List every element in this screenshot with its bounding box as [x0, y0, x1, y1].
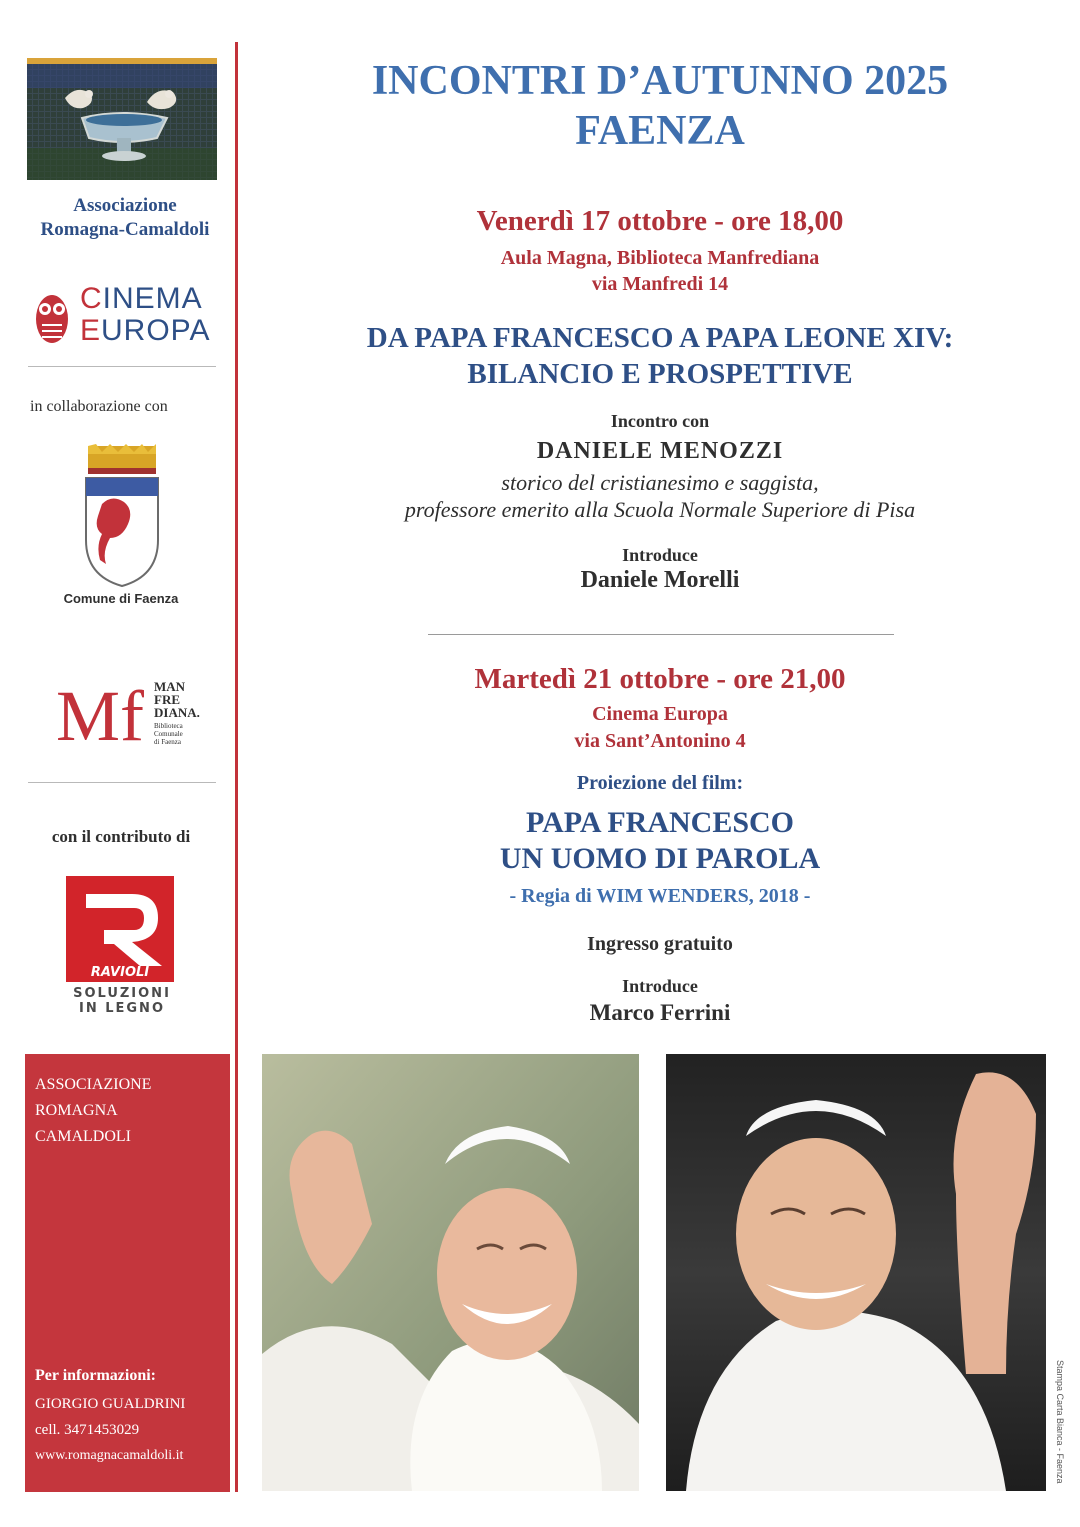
ravioli-brand: RAVIOLI: [90, 965, 150, 980]
event2-intro-label: Introduce: [622, 976, 698, 996]
ravioli-caption-line1: SOLUZIONI: [73, 986, 171, 1001]
ravioli-caption-line2: IN LEGNO: [78, 1001, 165, 1016]
event1-speaker-desc-line2: professore emerito alla Scuola Normale Superiore di Pisa: [404, 497, 916, 522]
info-title: Per informazioni:: [35, 1367, 157, 1384]
contact-association-line: CAMALDOLI: [35, 1128, 131, 1145]
manfrediana-subtitle-line: Biblioteca: [154, 722, 183, 730]
event2-film-title-line2: UN UOMO DI PAROLA: [499, 842, 821, 875]
event1-intro-label: Introduce: [622, 545, 698, 565]
print-credit-text: Stampa Carta Bianca - Faenza: [1055, 1360, 1065, 1484]
sidebar-rule: [28, 366, 216, 367]
doves-mosaic-image: [27, 58, 217, 180]
sidebar-rule: [28, 782, 216, 783]
association-line2: Romagna-Camaldoli: [40, 219, 210, 240]
event2-director: - Regia di WIM WENDERS, 2018 -: [509, 885, 811, 907]
manfrediana-subtitle-line: di Faenza: [154, 738, 182, 746]
manfrediana-mark-icon: [56, 674, 152, 744]
info-website-link[interactable]: www.romagnacamaldoli.it: [35, 1448, 184, 1463]
owl-icon: [32, 287, 72, 347]
manfrediana-words: [154, 680, 200, 719]
manfrediana-word: DIANA.: [154, 705, 200, 720]
event2-free-entry: Ingresso gratuito: [587, 933, 733, 955]
info-phone: cell. 3471453029: [35, 1422, 140, 1438]
event1-date: Venerdì 17 ottobre - ore 18,00: [476, 205, 844, 237]
print-credit: [1051, 1360, 1071, 1495]
manfrediana-subtitle-line: Comunale: [154, 730, 183, 738]
event2-date: Martedì 21 ottobre - ore 21,00: [474, 663, 846, 695]
cinema-initial: C: [80, 282, 103, 315]
info-contact-name: GIORGIO GUALDRINI: [35, 1396, 186, 1412]
manfrediana-word: FRE: [154, 692, 180, 707]
event1-speaker: DANIELE MENOZZI: [536, 438, 784, 464]
faenza-crest-icon: [80, 444, 164, 590]
europa-initial: E: [80, 314, 102, 347]
event2-film-title-line1: PAPA FRANCESCO: [525, 806, 795, 839]
manfrediana-subtitle: [154, 722, 183, 746]
page-title-line1: INCONTRI D’AUTUNNO 2025: [371, 58, 949, 104]
event1-intro-name: Daniele Morelli: [580, 567, 740, 593]
event1-title-line1: DA PAPA FRANCESCO A PAPA LEONE XIV:: [366, 322, 954, 354]
manfrediana-word: MAN: [154, 679, 186, 694]
event2-venue: Cinema Europa: [592, 703, 728, 725]
contact-association-line: ASSOCIAZIONE: [35, 1076, 152, 1093]
cinema-europa-logo: [30, 283, 225, 353]
manfrediana-logo: [56, 670, 226, 750]
contribution-label: con il contributo di: [51, 827, 191, 846]
events-divider: [428, 634, 894, 635]
event2-intro-name: Marco Ferrini: [589, 1000, 731, 1025]
pope-leo-photo: [666, 1054, 1046, 1491]
cinema-europa-wordmark: [80, 283, 210, 347]
ravioli-caption: [52, 986, 192, 1016]
pope-francis-photo: [262, 1054, 639, 1491]
association-name: [30, 194, 220, 242]
event2-projection-label: Proiezione del film:: [576, 772, 744, 794]
event2-address: via Sant’Antonino 4: [574, 730, 746, 752]
page-title-line2: FAENZA: [575, 108, 745, 154]
europa-rest: UROPA: [101, 314, 211, 347]
event1-venue: Aula Magna, Biblioteca Manfrediana: [500, 247, 820, 269]
association-line1: Associazione: [73, 195, 177, 216]
contact-association: [35, 1072, 215, 1150]
cinema-rest: INEMA: [102, 282, 203, 315]
manfrediana-mark-text: Mf: [56, 676, 144, 744]
event1-title-line2: BILANCIO E PROSPETTIVE: [467, 358, 853, 390]
comune-label: Comune di Faenza: [63, 591, 179, 606]
event1-meeting-label: Incontro con: [610, 411, 710, 431]
sidebar-divider-line: [235, 42, 238, 1492]
event1-address: via Manfredi 14: [591, 273, 729, 295]
contact-association-line: ROMAGNA: [35, 1102, 118, 1119]
event1-speaker-desc-line1: storico del cristianesimo e saggista,: [501, 470, 819, 495]
collaboration-label: in collaborazione con: [30, 398, 168, 415]
